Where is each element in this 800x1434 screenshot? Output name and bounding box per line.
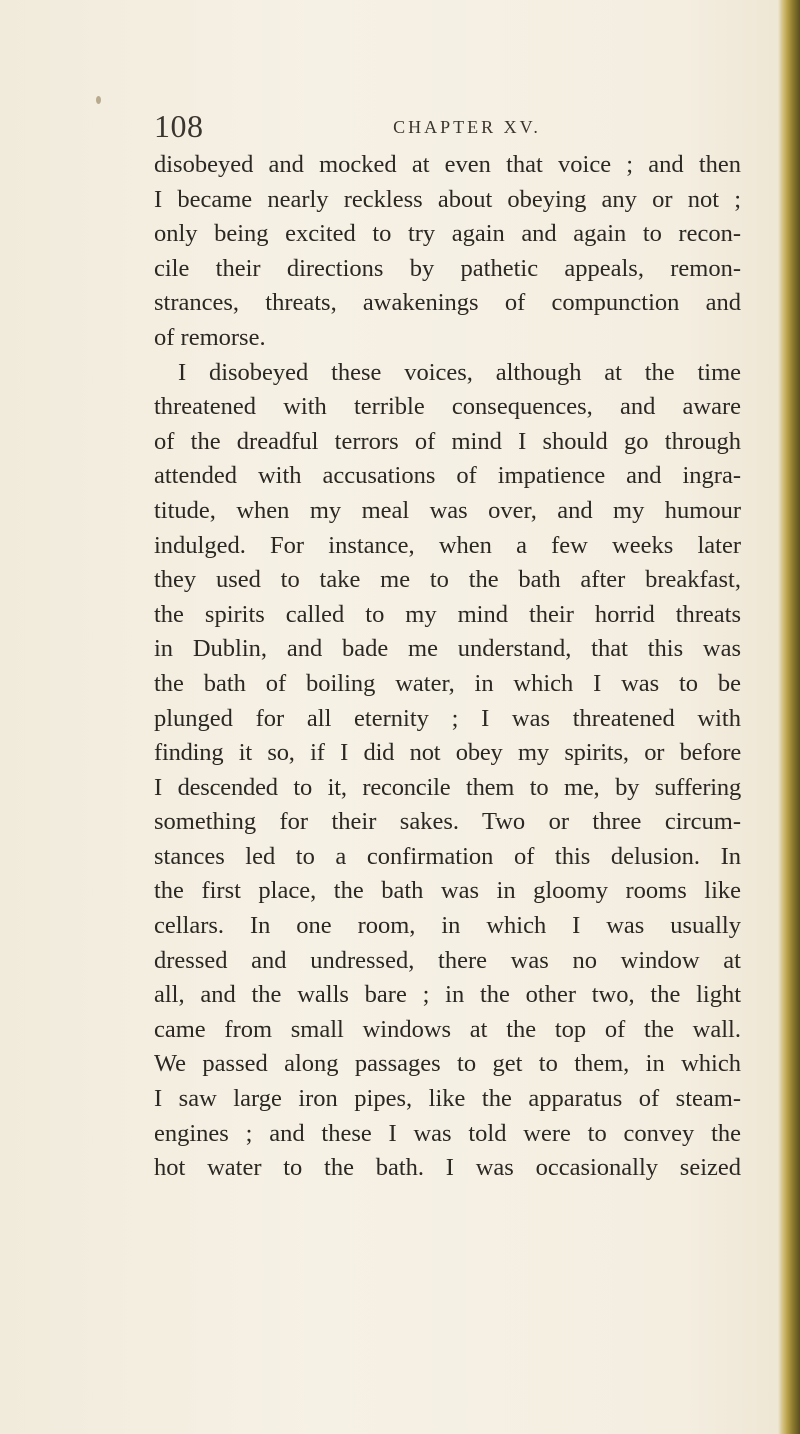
- text-line: the bath of boiling water, in which I was to be: [154, 669, 741, 697]
- page-header: [154, 106, 744, 146]
- page-number: 108: [154, 108, 204, 144]
- text-line: cile their directions by pathetic appeals, remon-: [154, 254, 741, 282]
- text-line: the first place, the bath was in gloomy rooms like: [154, 877, 741, 905]
- paper-blemish: [96, 96, 101, 104]
- text-line: only being excited to try again and again to recon-: [154, 220, 741, 248]
- text-line: disobeyed and mocked at even that voice ; and then: [154, 151, 741, 178]
- text-line: titude, when my meal was over, and my humour: [154, 496, 741, 524]
- text-line: I disobeyed these voices, although at the time: [178, 358, 741, 386]
- text-line: hot water to the bath. I was occasionally seized: [154, 1154, 741, 1182]
- body-text: [154, 148, 741, 1186]
- text-line: cellars. In one room, in which I was usually: [154, 912, 741, 940]
- text-line: attended with accusations of impatience and ingra-: [154, 462, 741, 490]
- text-line: of the dreadful terrors of mind I should go through: [154, 427, 741, 455]
- text-line: in Dublin, and bade me understand, that this was: [154, 635, 741, 663]
- text-line: something for their sakes. Two or three circum-: [154, 808, 741, 836]
- text-line: all, and the walls bare ; in the other two, the light: [154, 981, 741, 1009]
- text-line: threatened with terrible consequences, and aware: [154, 393, 741, 421]
- text-line: finding it so, if I did not obey my spirits, or before: [154, 739, 741, 767]
- gilt-page-edge: [782, 0, 800, 1434]
- text-line: stances led to a confirmation of this delusion. In: [154, 842, 741, 870]
- text-line: plunged for all eternity ; I was threatened with: [154, 704, 741, 732]
- text-line: dressed and undressed, there was no window at: [154, 946, 741, 974]
- text-line: We passed along passages to get to them, in which: [154, 1050, 741, 1078]
- text-line: indulged. For instance, when a few weeks later: [154, 531, 741, 559]
- text-line: engines ; and these I was told were to convey the: [154, 1119, 741, 1147]
- text-line: the spirits called to my mind their horrid threats: [154, 600, 741, 628]
- text-line: I became nearly reckless about obeying any or not ;: [154, 185, 741, 213]
- text-line: came from small windows at the top of the wall.: [154, 1015, 741, 1043]
- text-line: strances, threats, awakenings of compunction and: [154, 289, 741, 317]
- text-line: I descended to it, reconcile them to me, by suffering: [154, 773, 741, 801]
- running-head: CHAPTER XV.: [393, 117, 541, 137]
- text-line: they used to take me to the bath after breakfast,: [154, 566, 741, 594]
- text-line: of remorse.: [154, 323, 266, 351]
- text-line: I saw large iron pipes, like the apparatus of steam-: [154, 1085, 741, 1113]
